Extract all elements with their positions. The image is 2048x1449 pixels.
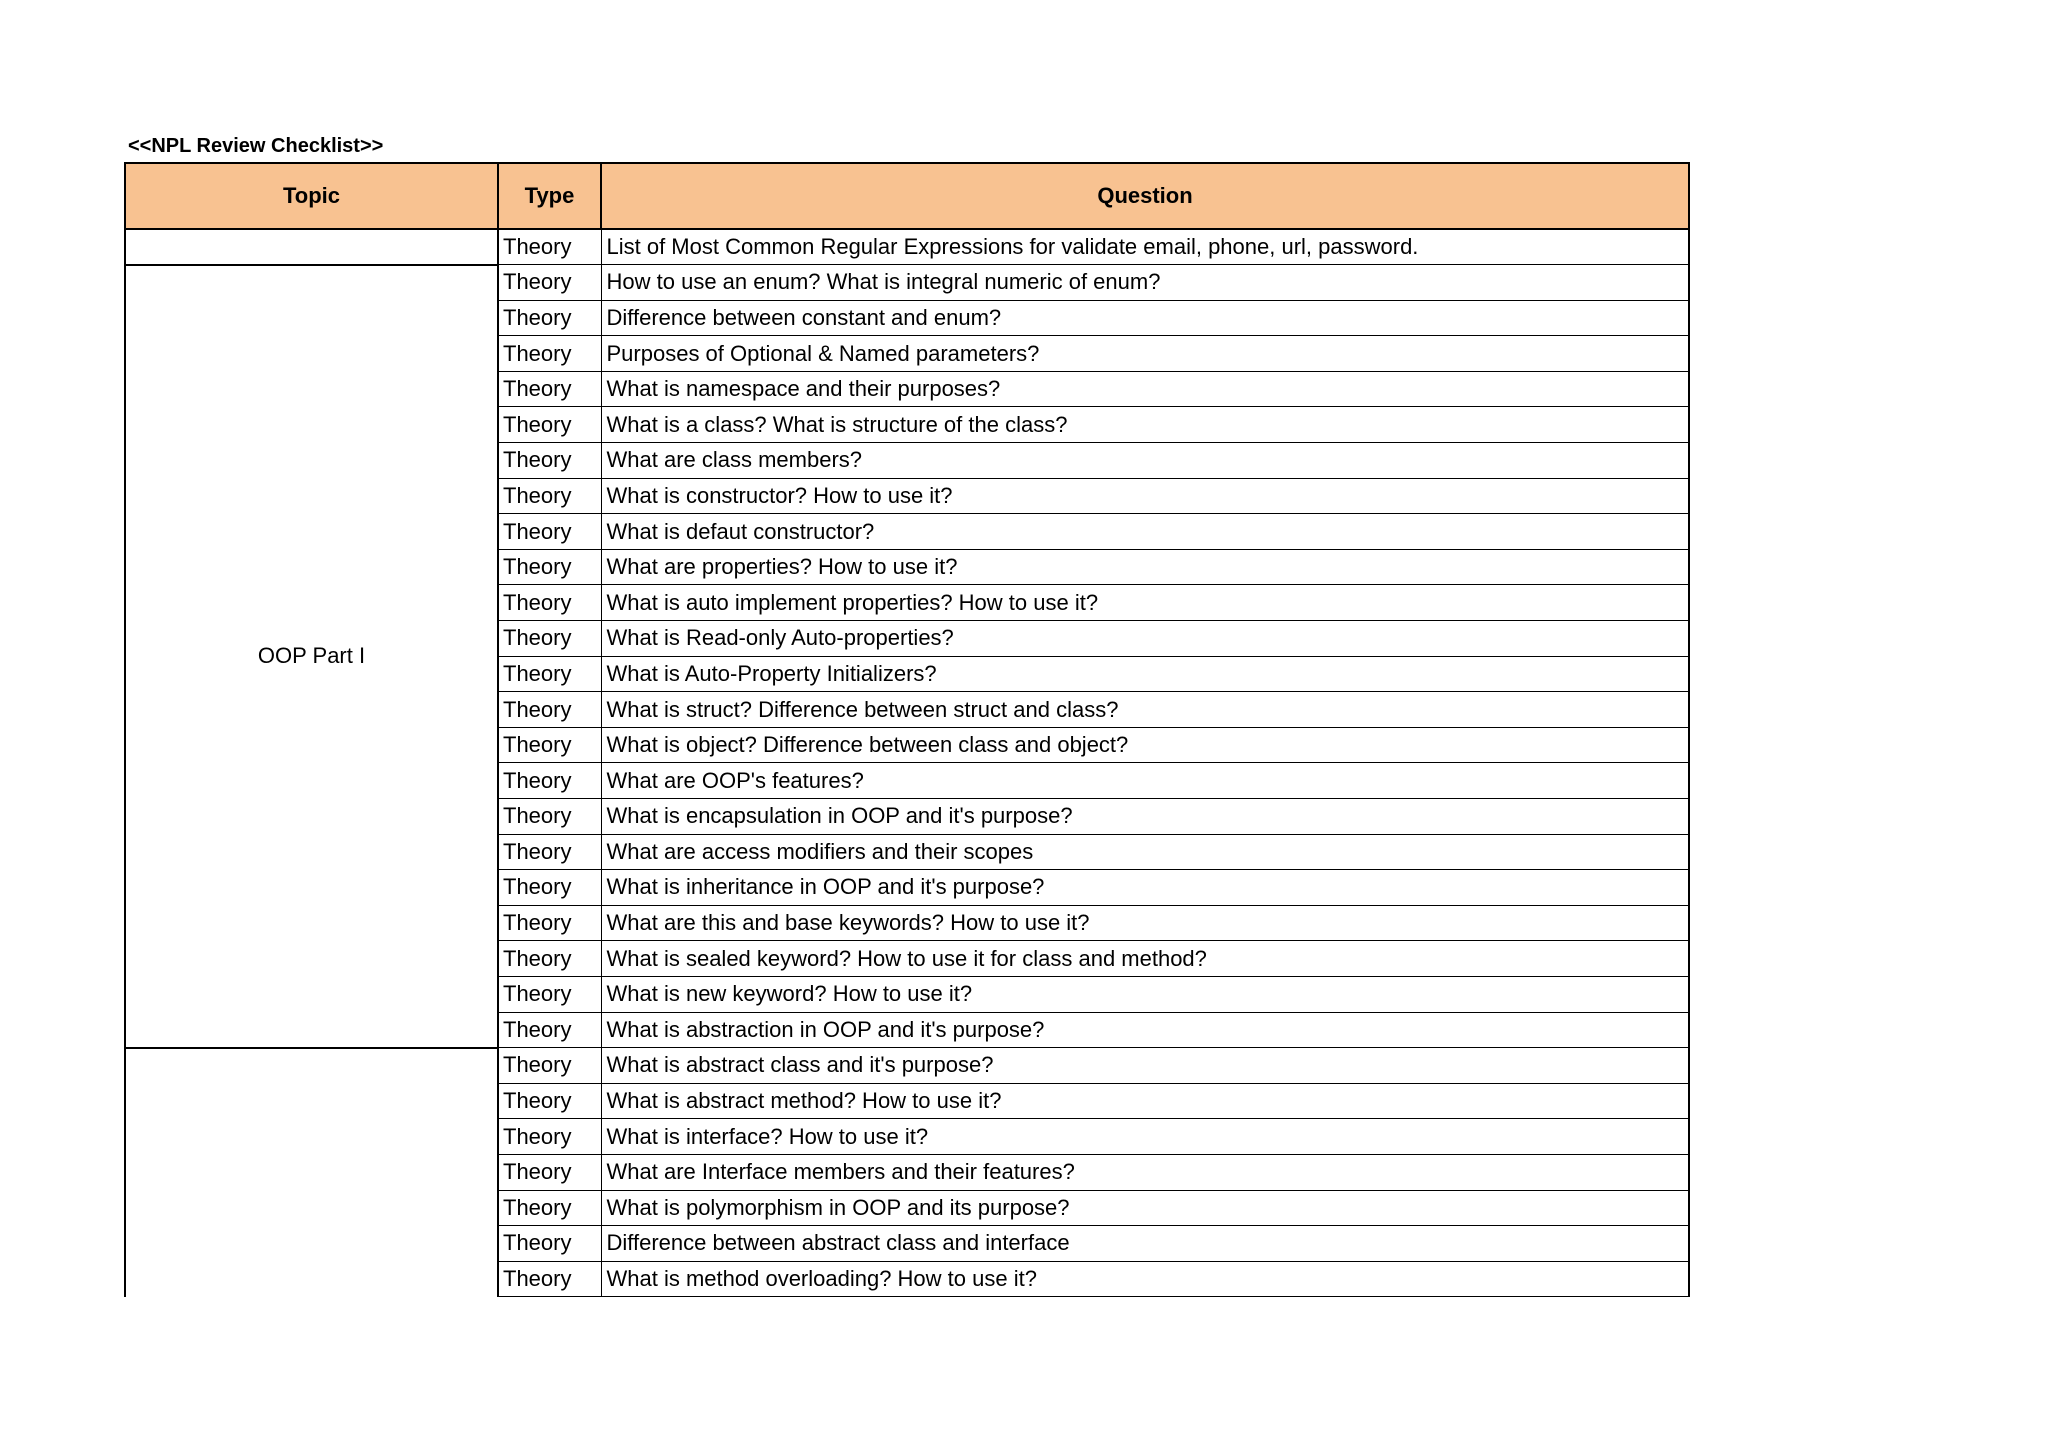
type-cell: Theory	[498, 478, 601, 514]
question-cell: What is abstract method? How to use it?	[601, 1083, 1689, 1119]
type-cell: Theory	[498, 656, 601, 692]
question-cell: What is encapsulation in OOP and it's purpose?	[601, 799, 1689, 835]
question-cell: What is polymorphism in OOP and its purpose?	[601, 1190, 1689, 1226]
question-cell: What is inheritance in OOP and it's purpose?	[601, 870, 1689, 906]
type-cell: Theory	[498, 1048, 601, 1084]
review-checklist-table	[124, 162, 1690, 1297]
question-cell: What is sealed keyword? How to use it for class and method?	[601, 941, 1689, 977]
type-cell: Theory	[498, 549, 601, 585]
question-cell: What are properties? How to use it?	[601, 549, 1689, 585]
question-cell: How to use an enum? What is integral numeric of enum?	[601, 265, 1689, 301]
question-cell: What is struct? Difference between struct and class?	[601, 692, 1689, 728]
question-cell: What is interface? How to use it?	[601, 1119, 1689, 1155]
question-cell: What is namespace and their purposes?	[601, 371, 1689, 407]
type-cell: Theory	[498, 300, 601, 336]
type-cell: Theory	[498, 371, 601, 407]
type-cell: Theory	[498, 443, 601, 479]
question-cell: What are this and base keywords? How to use it?	[601, 905, 1689, 941]
type-cell: Theory	[498, 1154, 601, 1190]
question-cell: What is a class? What is structure of the class?	[601, 407, 1689, 443]
topic-cell: OOP Part I	[125, 265, 498, 1048]
question-column-header: Question	[601, 163, 1689, 229]
type-cell: Theory	[498, 407, 601, 443]
type-cell: Theory	[498, 1012, 601, 1048]
type-cell: Theory	[498, 692, 601, 728]
type-cell: Theory	[498, 727, 601, 763]
type-cell: Theory	[498, 1119, 601, 1155]
type-cell: Theory	[498, 941, 601, 977]
table-row	[125, 265, 1689, 301]
question-cell: What is Read-only Auto-properties?	[601, 621, 1689, 657]
table-row	[125, 1048, 1689, 1084]
question-cell: What are class members?	[601, 443, 1689, 479]
table-row	[125, 229, 1689, 265]
table-body	[125, 229, 1689, 1297]
type-cell: Theory	[498, 834, 601, 870]
type-cell: Theory	[498, 976, 601, 1012]
header-row	[125, 163, 1689, 229]
question-cell: Purposes of Optional & Named parameters?	[601, 336, 1689, 372]
question-cell: What is abstraction in OOP and it's purpose?	[601, 1012, 1689, 1048]
type-column-header: Type	[498, 163, 601, 229]
question-cell: What is method overloading? How to use it?	[601, 1261, 1689, 1297]
type-cell: Theory	[498, 585, 601, 621]
type-cell: Theory	[498, 336, 601, 372]
question-cell: What is new keyword? How to use it?	[601, 976, 1689, 1012]
type-cell: Theory	[498, 1226, 601, 1262]
topic-column-header: Topic	[125, 163, 498, 229]
type-cell: Theory	[498, 1190, 601, 1226]
document-title: <<NPL Review Checklist>>	[128, 135, 384, 157]
type-cell: Theory	[498, 1261, 601, 1297]
type-cell: Theory	[498, 229, 601, 265]
type-cell: Theory	[498, 514, 601, 550]
type-cell: Theory	[498, 905, 601, 941]
type-cell: Theory	[498, 870, 601, 906]
type-cell: Theory	[498, 621, 601, 657]
question-cell: What are access modifiers and their scopes	[601, 834, 1689, 870]
question-cell: What is defaut constructor?	[601, 514, 1689, 550]
type-cell: Theory	[498, 265, 601, 301]
question-cell: What are OOP's features?	[601, 763, 1689, 799]
type-cell: Theory	[498, 763, 601, 799]
topic-cell	[125, 229, 498, 265]
question-cell: What is constructor? How to use it?	[601, 478, 1689, 514]
question-cell: What is abstract class and it's purpose?	[601, 1048, 1689, 1084]
type-cell: Theory	[498, 799, 601, 835]
question-cell: What is Auto-Property Initializers?	[601, 656, 1689, 692]
type-cell: Theory	[498, 1083, 601, 1119]
question-cell: What are Interface members and their features?	[601, 1154, 1689, 1190]
topic-cell	[125, 1048, 498, 1297]
question-cell: What is object? Difference between class and object?	[601, 727, 1689, 763]
question-cell: What is auto implement properties? How to use it?	[601, 585, 1689, 621]
question-cell: List of Most Common Regular Expressions for validate email, phone, url, password.	[601, 229, 1689, 265]
question-cell: Difference between constant and enum?	[601, 300, 1689, 336]
question-cell: Difference between abstract class and interface	[601, 1226, 1689, 1262]
